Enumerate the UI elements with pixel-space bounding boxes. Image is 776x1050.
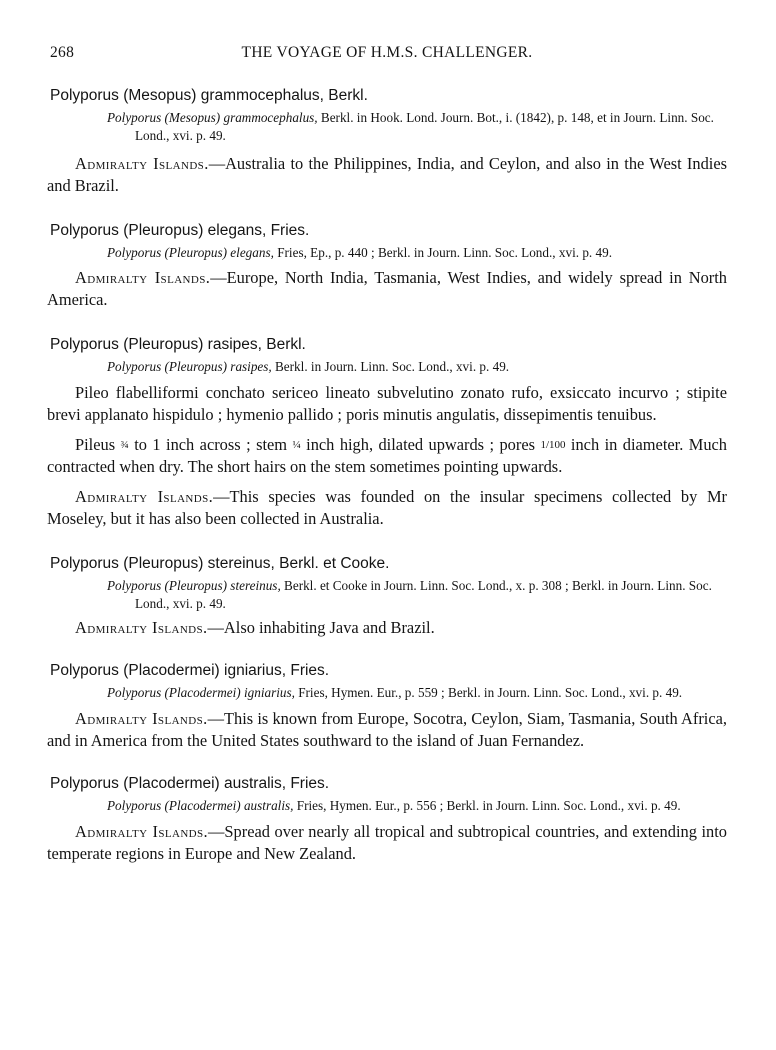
species-entry <box>47 774 727 865</box>
species-title: Polyporus (Pleuropus) elegans, Fries. <box>50 222 310 239</box>
synonym-name: Polyporus (Placodermei) igniarius, <box>107 685 295 700</box>
synonym-reference: Fries, Hymen. Eur., p. 556 ; Berkl. in Journ. Linn. Soc. Lond., xvi. p. 49. <box>293 798 681 813</box>
synonym-reference: Berkl. in Hook. Lond. Journ. Bot., i. (1842), p. 148, et in Journ. Linn. Soc. Lond., xvi. p. 49. <box>135 110 714 143</box>
book-page <box>47 44 727 865</box>
synonym-citation <box>47 244 727 262</box>
distribution-paragraph <box>47 267 727 311</box>
species-entry <box>47 86 727 197</box>
description-text: to 1 inch across ; stem <box>128 435 293 454</box>
distribution-text: —Spread over nearly all tropical and subtropical countries, and extending into temperate regions in Europe and New Zealand. <box>47 822 727 863</box>
locality: Admiralty Islands. <box>75 154 209 173</box>
fraction-stem: ¼ <box>292 439 301 451</box>
synonym-reference: Berkl. in Journ. Linn. Soc. Lond., xvi. p. 49. <box>271 359 510 374</box>
description-text: inch in diameter. Much contracted when dry. The short hairs on the stem sometimes pointing upwards. <box>47 435 727 476</box>
description-text: inch high, dilated upwards ; pores <box>300 435 541 454</box>
synonym-reference: Fries, Hymen. Eur., p. 559 ; Berkl. in Journ. Linn. Soc. Lond., xvi. p. 49. <box>294 685 683 700</box>
species-title: Polyporus (Placodermei) igniarius, Fries. <box>50 662 330 679</box>
synonym-citation <box>47 577 727 613</box>
synonym-reference: Fries, Ep., p. 440 ; Berkl. in Journ. Linn. Soc. Lond., xvi. p. 49. <box>273 245 613 260</box>
synonym-citation <box>47 684 727 702</box>
description-text: Pileus <box>75 435 121 454</box>
species-entry <box>47 221 727 311</box>
distribution-paragraph <box>47 617 727 639</box>
locality: Admiralty Islands. <box>75 618 208 637</box>
synonym-citation <box>47 358 727 376</box>
running-title: THE VOYAGE OF H.M.S. CHALLENGER. <box>241 44 533 61</box>
synonym-reference: Berkl. et Cooke in Journ. Linn. Soc. Lond., x. p. 308 ; Berkl. in Journ. Linn. Soc. Lond., xvi. p. 49. <box>135 578 712 611</box>
distribution-text: —This is known from Europe, Socotra, Ceylon, Siam, Tasmania, South Africa, and in America from the United States southward to the island of Juan Fernandez. <box>47 709 727 750</box>
species-entry <box>47 554 727 639</box>
distribution-text: —Europe, North India, Tasmania, West Indies, and widely spread in North America. <box>47 268 727 309</box>
species-title: Polyporus (Placodermei) australis, Fries. <box>50 775 330 792</box>
synonym-name: Polyporus (Mesopus) grammocephalus, <box>107 110 318 125</box>
distribution-text: —Also inhabiting Java and Brazil. <box>207 618 435 637</box>
synonym-name: Polyporus (Pleuropus) rasipes, <box>107 359 272 374</box>
synonym-name: Polyporus (Pleuropus) stereinus, <box>107 578 281 593</box>
distribution-text: —This species was founded on the insular specimens collected by Mr Moseley, but it has also been collected in Australia. <box>47 487 727 528</box>
synonym-citation <box>47 797 727 815</box>
synonym-name: Polyporus (Placodermei) australis, <box>107 798 294 813</box>
latin-description: Pileo flabelliformi conchato sericeo lineato subvelutino zonato rufo, exsiccato incurvo ; stipite brevi applanato hispidulo ; hymenio pallido ; poris minutis angulatis, dissepimentis tenuibus. <box>47 383 727 424</box>
distribution-paragraph <box>47 153 727 197</box>
species-title: Polyporus (Pleuropus) stereinus, Berkl. et Cooke. <box>50 555 390 572</box>
synonym-citation <box>47 109 727 145</box>
distribution-paragraph <box>47 486 727 530</box>
page-number: 268 <box>50 44 75 61</box>
fraction-pileus: ¾ <box>120 439 129 451</box>
distribution-text: —Australia to the Philippines, India, and Ceylon, and also in the West Indies and Brazil. <box>47 154 727 195</box>
species-entry <box>47 661 727 752</box>
distribution-paragraph <box>47 821 727 865</box>
distribution-paragraph <box>47 708 727 752</box>
synonym-name: Polyporus (Pleuropus) elegans, <box>107 245 274 260</box>
locality: Admiralty Islands. <box>75 487 214 506</box>
locality: Admiralty Islands. <box>75 822 209 841</box>
running-header <box>47 44 727 66</box>
species-title: Polyporus (Mesopus) grammocephalus, Berkl. <box>50 87 368 104</box>
locality: Admiralty Islands. <box>75 268 211 287</box>
species-title: Polyporus (Pleuropus) rasipes, Berkl. <box>50 336 306 353</box>
locality: Admiralty Islands. <box>75 709 208 728</box>
english-description <box>47 434 727 478</box>
fraction-pores: 1/100 <box>540 439 566 451</box>
species-entry <box>47 335 727 530</box>
